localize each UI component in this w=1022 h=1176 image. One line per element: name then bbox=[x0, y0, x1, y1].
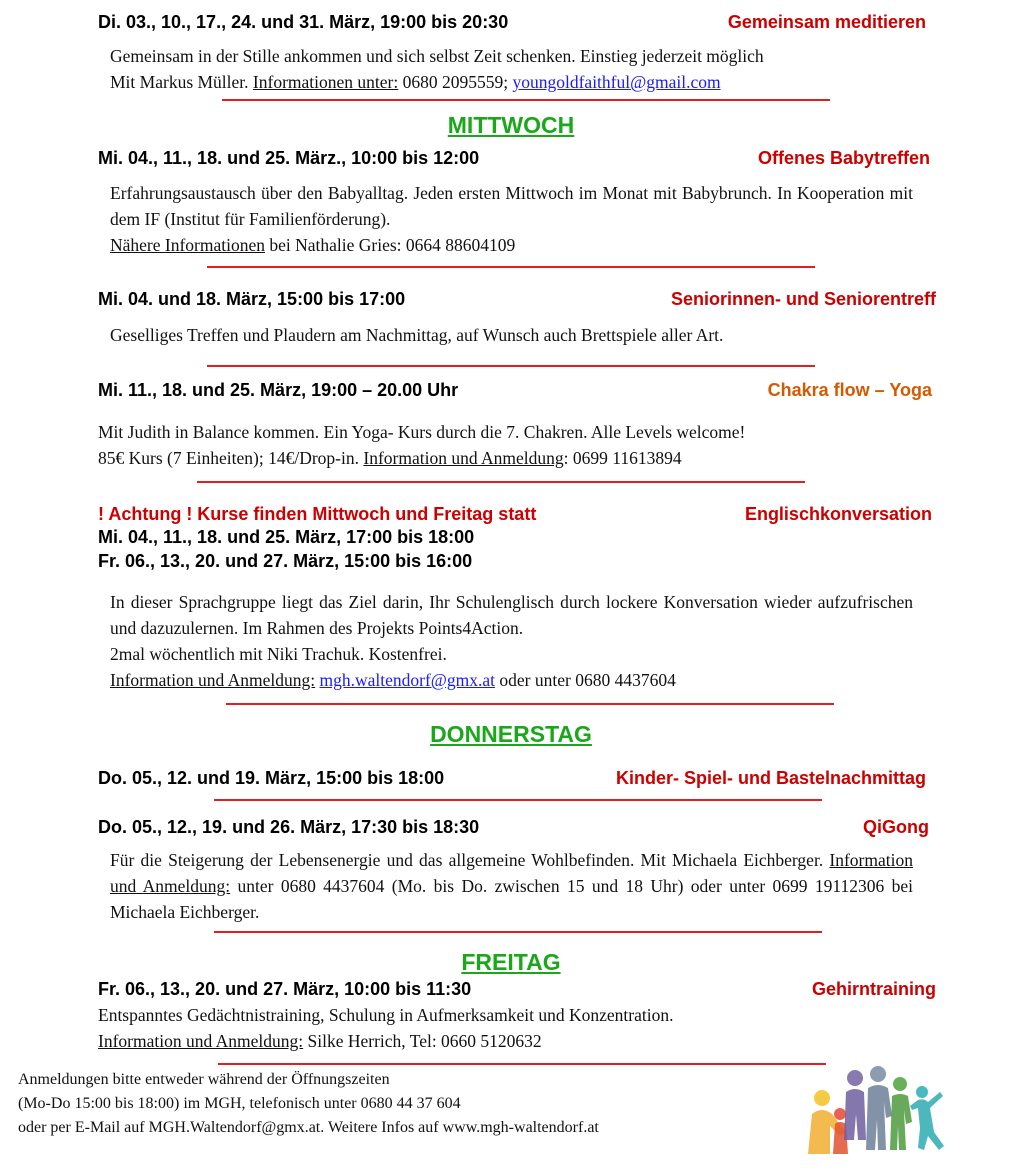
day-heading-freitag: FREITAG bbox=[461, 949, 561, 975]
english-date-friday: Fr. 06., 13., 20. und 27. März, 15:00 bis 16:00 bbox=[98, 551, 473, 571]
divider bbox=[197, 481, 805, 483]
english-info bbox=[110, 667, 676, 693]
yoga-date: Mi. 11., 18. und 25. März, 19:00 – 20.00 Uhr bbox=[98, 380, 459, 400]
babytreffen-text: Erfahrungsaustausch über den Babyalltag. Jeden ersten Mittwoch im Monat mit Babybrunch. In Kooperation mit dem IF (Institut für Familienförderung). bbox=[110, 183, 913, 229]
qigong-info-label: Information und Anmeldung: bbox=[110, 850, 913, 896]
meditation-date: Di. 03., 10., 17., 24. und 31. März, 19:00 bis 20:30 bbox=[98, 12, 509, 32]
yoga-info-label: Information und Anmeldung bbox=[363, 448, 564, 468]
babytreffen-contact: bei Nathalie Gries: 0664 88604109 bbox=[265, 235, 516, 255]
divider bbox=[226, 703, 834, 705]
english-notice: ! Achtung ! Kurse finden Mittwoch und Freitag statt bbox=[98, 504, 537, 524]
gehirntraining-info bbox=[98, 1028, 542, 1054]
footer-note bbox=[18, 1068, 599, 1140]
yoga-line1: Mit Judith in Balance kommen. Ein Yoga- Kurs durch die 7. Chakren. Alle Levels welcome! bbox=[98, 422, 746, 442]
seniorentreff-text: Geselliges Treffen und Plaudern am Nachmittag, auf Wunsch auch Brettspiele aller Art. bbox=[110, 325, 724, 345]
kinder-date: Do. 05., 12. und 19. März, 15:00 bis 18:00 bbox=[98, 768, 445, 788]
yoga-prices: 85€ Kurs (7 Einheiten); 14€/Drop-in. bbox=[98, 448, 364, 468]
qigong-date: Do. 05., 12., 19. und 26. März, 17:30 bis 18:30 bbox=[98, 817, 480, 837]
babytreffen-title: Offenes Babytreffen bbox=[757, 148, 930, 168]
divider bbox=[207, 266, 815, 268]
gehirntraining-title: Gehirntraining bbox=[811, 979, 936, 999]
english-date-wednesday: Mi. 04., 11., 18. und 25. März, 17:00 bis 18:00 bbox=[98, 527, 475, 547]
meditation-phone: 0680 2095559; bbox=[398, 72, 513, 92]
english-email-link[interactable]: mgh.waltendorf@gmx.at bbox=[319, 670, 496, 690]
figure-head bbox=[893, 1077, 907, 1091]
footer-line2: (Mo-Do 15:00 bis 18:00) im MGH, telefonisch unter 0680 44 37 604 bbox=[18, 1095, 461, 1112]
english-phone: oder unter 0680 4437604 bbox=[495, 670, 676, 690]
footer-line1: Anmeldungen bitte entweder während der Öffnungszeiten bbox=[18, 1071, 390, 1088]
footer-line3: oder per E-Mail auf MGH.Waltendorf@gmx.at. Weitere Infos auf www.mgh-waltendorf.at bbox=[18, 1119, 599, 1136]
yoga-phone: : 0699 11613894 bbox=[563, 448, 682, 468]
divider bbox=[214, 931, 822, 933]
qigong-contact: unter 0680 4437604 (Mo. bis Do. zwischen 15 und 18 Uhr) oder unter 0699 19112306 bei Michaela Eichberger. bbox=[110, 876, 913, 922]
figure-head bbox=[916, 1086, 928, 1098]
meditation-email-link[interactable]: youngoldfaithful@gmail.com bbox=[512, 72, 721, 92]
qigong-text bbox=[110, 847, 913, 925]
english-info-label: Information und Anmeldung: bbox=[110, 670, 316, 690]
figure-body bbox=[910, 1092, 944, 1150]
meditation-contact: Mit Markus Müller. bbox=[110, 72, 253, 92]
english-title: Englischkonversation bbox=[744, 504, 932, 524]
meditation-line2 bbox=[110, 69, 764, 95]
gehirntraining-contact: Silke Herrich, Tel: 0660 5120632 bbox=[303, 1031, 542, 1051]
figure-head bbox=[870, 1066, 886, 1082]
figure-head bbox=[834, 1108, 846, 1120]
seniorentreff-date: Mi. 04. und 18. März, 15:00 bis 17:00 bbox=[98, 289, 406, 309]
meditation-line1: Gemeinsam in der Stille ankommen und sich selbst Zeit schenken. Einstieg jederzeit möglich bbox=[110, 46, 764, 66]
figure-head bbox=[847, 1070, 863, 1086]
divider bbox=[222, 99, 830, 101]
meditation-title: Gemeinsam meditieren bbox=[727, 12, 926, 32]
gehirntraining-info-label: Information und Anmeldung: bbox=[98, 1031, 304, 1051]
divider bbox=[214, 799, 822, 801]
babytreffen-date: Mi. 04., 11., 18. und 25. März., 10:00 bis 12:00 bbox=[98, 148, 480, 168]
day-heading-mittwoch: MITTWOCH bbox=[447, 112, 575, 138]
english-text: In dieser Sprachgruppe liegt das Ziel darin, Ihr Schulenglisch durch lockere Konversation wieder aufzufrischen und dazuzulernen. Im Rahmen des Projekts Points4Action. bbox=[110, 592, 913, 638]
gehirntraining-text: Entspanntes Gedächtnistraining, Schulung in Aufmerksamkeit und Konzentration. bbox=[98, 1005, 674, 1025]
yoga-text bbox=[98, 419, 745, 471]
family-figures-logo bbox=[800, 1062, 950, 1158]
day-heading-donnerstag: DONNERSTAG bbox=[430, 721, 592, 747]
gehirntraining-date: Fr. 06., 13., 20. und 27. März, 10:00 bis 11:30 bbox=[98, 979, 472, 999]
figure-head bbox=[814, 1090, 830, 1106]
qigong-title: QiGong bbox=[863, 817, 929, 837]
babytreffen-info bbox=[110, 232, 515, 258]
figure-body bbox=[866, 1085, 892, 1150]
babytreffen-info-label: Nähere Informationen bbox=[110, 235, 265, 255]
seniorentreff-title: Seniorinnen- und Seniorentreff bbox=[670, 289, 936, 309]
kinder-title: Kinder- Spiel- und Bastelnachmittag bbox=[615, 768, 926, 788]
qigong-description: Für die Steigerung der Lebensenergie und das allgemeine Wohlbefinden. Mit Michaela Eichberger. bbox=[110, 850, 830, 870]
divider bbox=[207, 365, 815, 367]
meditation-text bbox=[110, 43, 764, 95]
meditation-info-label: Informationen unter: bbox=[252, 72, 399, 92]
yoga-title: Chakra flow – Yoga bbox=[767, 380, 932, 400]
english-schedule-note: 2mal wöchentlich mit Niki Trachuk. Kostenfrei. bbox=[110, 644, 447, 664]
divider bbox=[218, 1063, 826, 1065]
figure-body bbox=[844, 1089, 866, 1140]
figure-body bbox=[890, 1094, 912, 1150]
yoga-line2 bbox=[98, 445, 745, 471]
